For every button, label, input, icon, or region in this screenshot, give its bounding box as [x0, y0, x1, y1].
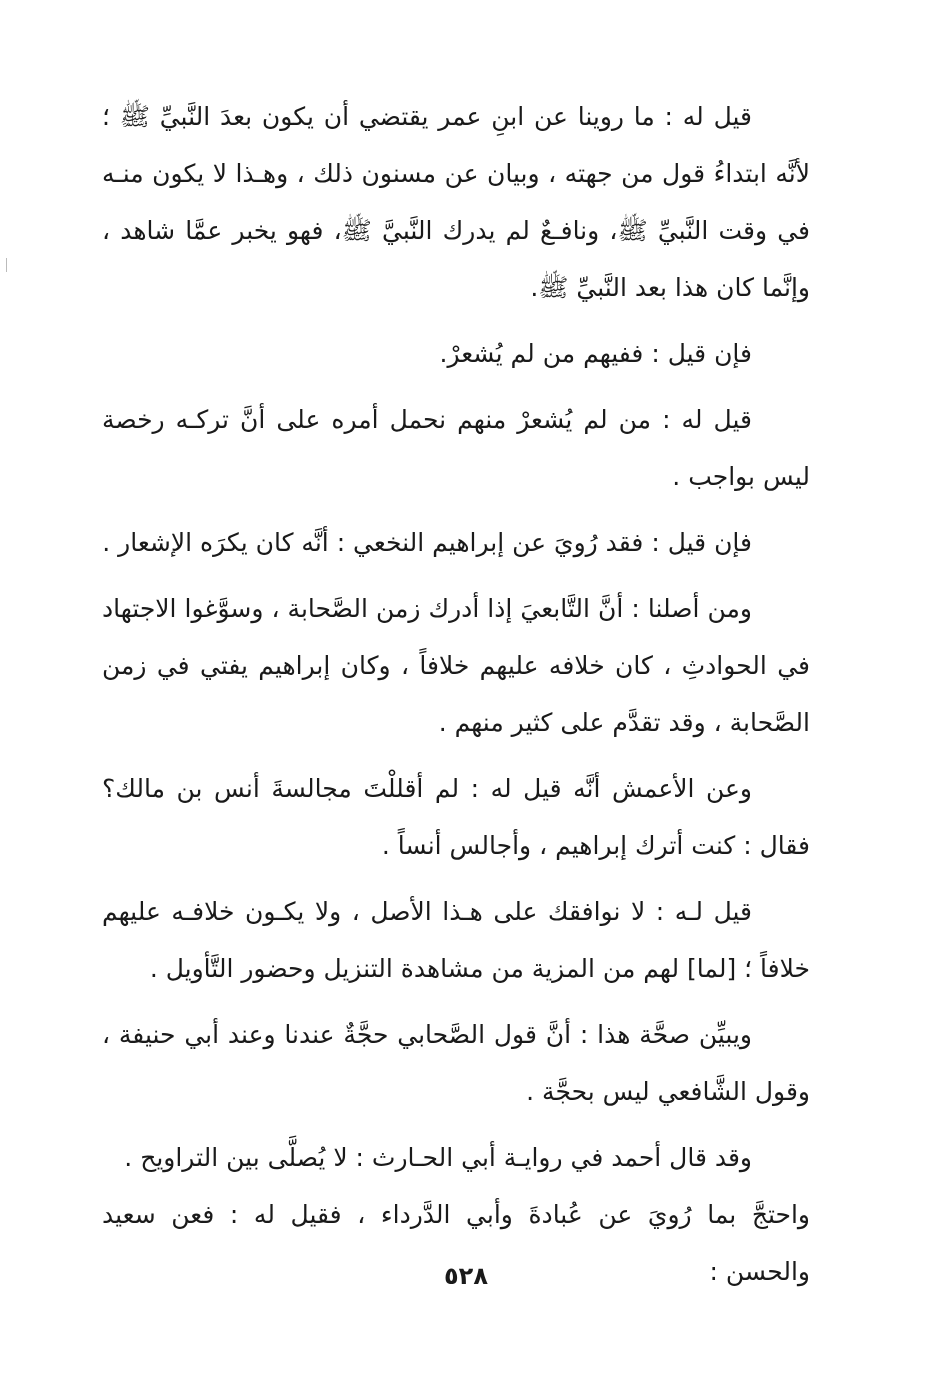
paragraph-6: وعن الأعمش أنَّه قيل له : لم أقللْتَ مجالسةَ أنس بن مالك؟ فقال : كنت أترك إبراهيم ، وأجالس أنساً . — [102, 774, 810, 860]
body-text — [102, 88, 810, 1309]
scan-edge-mark — [6, 258, 7, 272]
page-number: ٥٢٨ — [444, 1262, 488, 1290]
paragraph-10: واحتجَّ بما رُويَ عن عُبادةَ وأبي الدَّرداء ، فقيل له : فعن سعيد والحسن : — [102, 1200, 810, 1286]
paragraph-1: قيل له : ما روينا عن ابنِ عمر يقتضي أن يكون بعدَ النَّبيِّ ﷺ ؛ لأنَّه ابتداءُ قول من جهته ، وبيان عن مسنون ذلك ، وهـذا لا يكون منـه في وقت النَّبيِّ ﷺ، ونافـعٌ لم يدرك النَّبيَّ ﷺ، فهو يخبر عمَّا شاهد ، وإنَّما كان هذا بعد النَّبيِّ ﷺ. — [102, 102, 810, 302]
paragraph-5: ومن أصلنا : أنَّ التَّابعيَ إذا أدرك زمن الصَّحابة ، وسوَّغوا الاجتهاد في الحوادثِ ، كان خلافه عليهم خلافاً ، وكان إبراهيم يفتي في زمن الصَّحابة ، وقد تقدَّم على كثير منهم . — [102, 594, 810, 737]
paragraph-2: فإن قيل : ففيهم من لم يُشعرْ. — [439, 339, 752, 368]
paragraph-3: قيل له : من لم يُشعرْ منهم نحمل أمره على أنَّ تركـه رخصة ليس بواجب . — [102, 405, 810, 491]
paragraph-4: فإن قيل : فقد رُويَ عن إبراهيم النخعي : أنَّه كان يكرَه الإشعار . — [102, 528, 752, 557]
paragraph-9: وقد قال أحمد في روايـة أبي الحـارث : لا يُصلَّى بين التراويح . — [124, 1143, 752, 1172]
paragraph-7: قيل لـه : لا نوافقك على هـذا الأصل ، ولا يكـون خلافـه عليهم خلافاً ؛ [لما] لهم من المزية من مشاهدة التنزيل وحضور التَّأويل . — [102, 897, 810, 983]
paragraph-8: ويبيِّن صحَّة هذا : أنَّ قول الصَّحابي حجَّةٌ عندنا وعند أبي حنيفة ، وقول الشَّافعي ليس بحجَّة . — [102, 1020, 810, 1106]
